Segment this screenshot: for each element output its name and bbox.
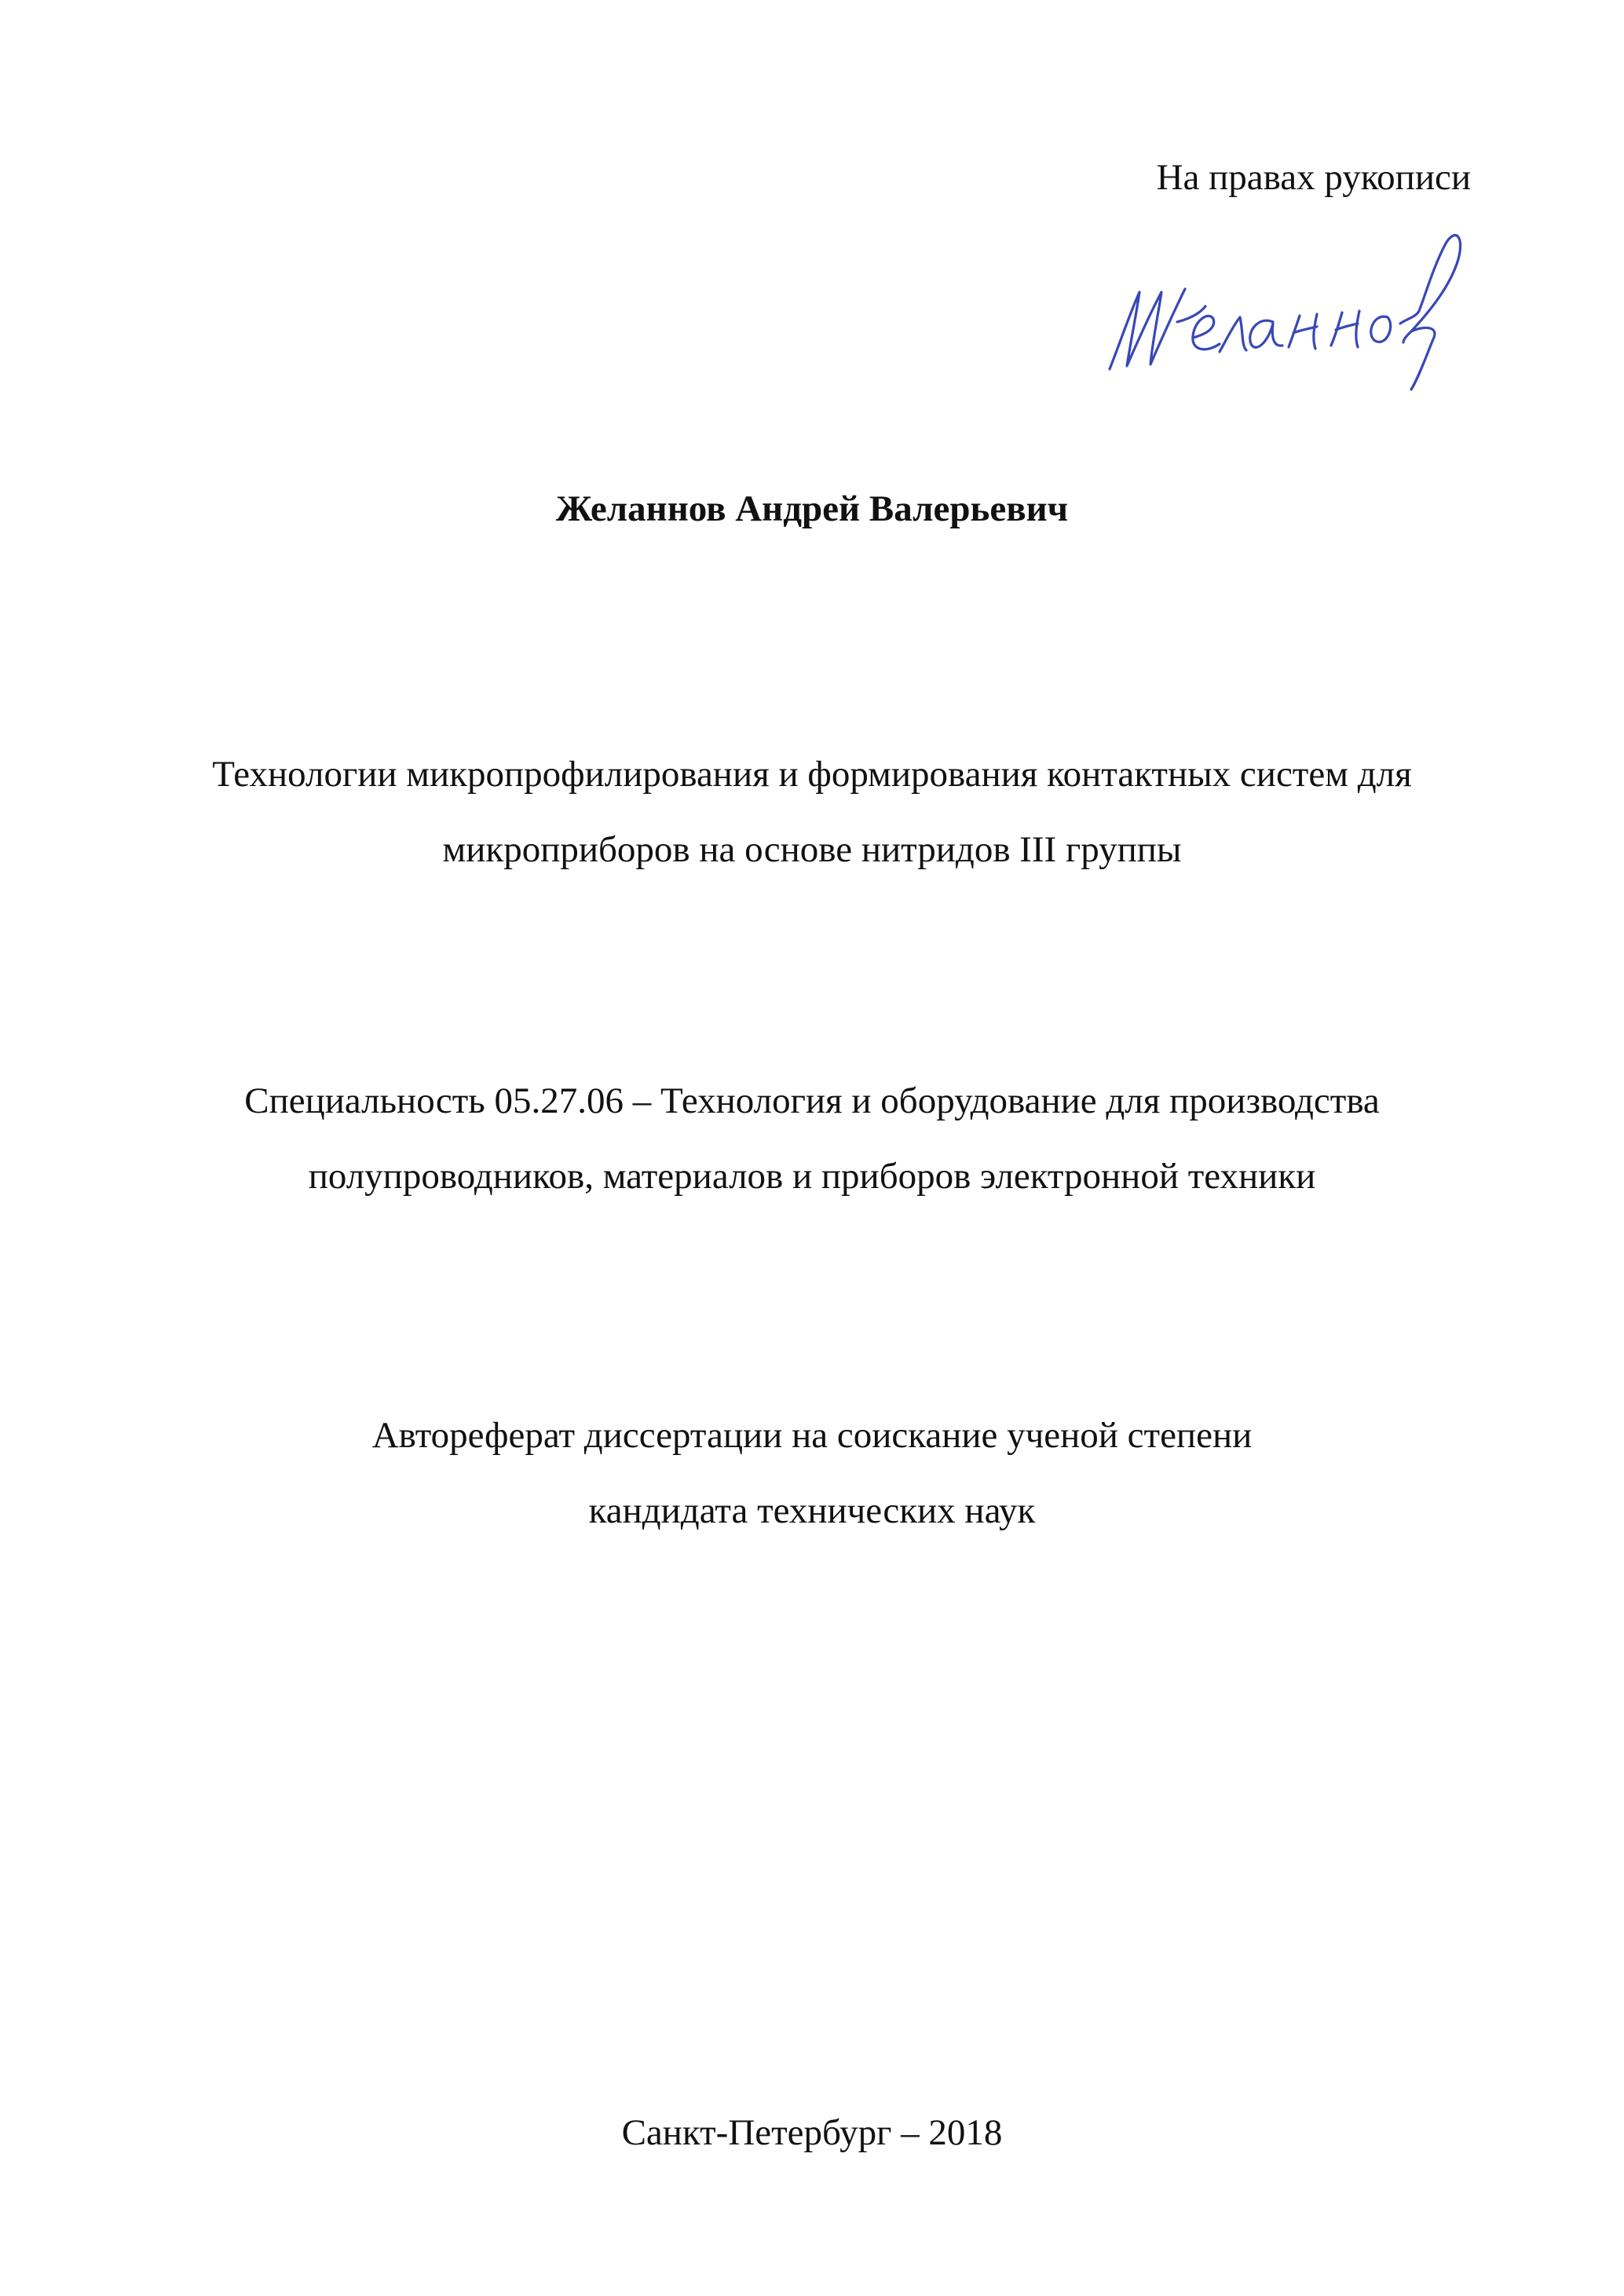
specialty-line: полупроводников, материалов и приборов электронной техники bbox=[308, 1156, 1316, 1197]
dissertation-title bbox=[0, 737, 1624, 887]
author-name: Желаннов Андрей Валерьевич bbox=[555, 488, 1069, 529]
manuscript-note: На правах рукописи bbox=[1156, 157, 1471, 198]
degree-line: Автореферат диссертации на соискание ученой степени bbox=[371, 1415, 1253, 1456]
specialty-line: Специальность 05.27.06 – Технология и оборудование для производства bbox=[244, 1080, 1380, 1121]
specialty bbox=[0, 1063, 1624, 1214]
signature-icon bbox=[1095, 220, 1472, 393]
degree-line: кандидата технических наук bbox=[588, 1490, 1036, 1531]
degree-statement bbox=[0, 1398, 1624, 1548]
title-line: микроприборов на основе нитридов III группы bbox=[442, 829, 1182, 870]
title-line: Технологии микропрофилирования и формирования контактных систем для bbox=[212, 754, 1412, 795]
place-and-year: Санкт-Петербург – 2018 bbox=[621, 2112, 1003, 2153]
